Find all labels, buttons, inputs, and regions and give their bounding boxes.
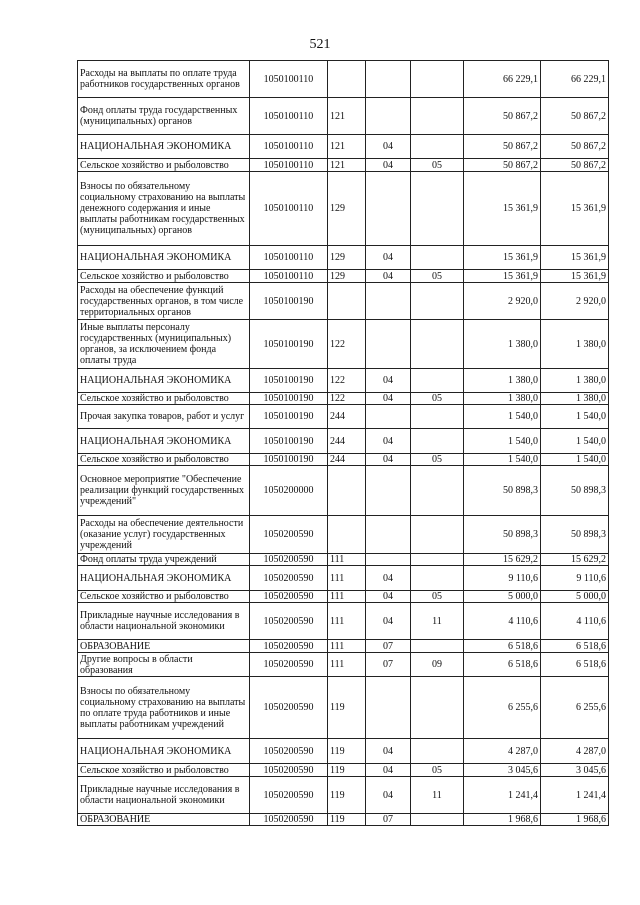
row-expense-type: 111	[328, 591, 366, 603]
row-amount-1: 5 000,0	[464, 591, 541, 603]
row-name: Расходы на обеспечение функций государственных органов, в том числе территориальных органов	[78, 283, 250, 320]
row-expense-type: 244	[328, 429, 366, 454]
row-section	[366, 283, 411, 320]
row-amount-2: 50 867,2	[541, 135, 609, 159]
row-amount-1: 50 867,2	[464, 98, 541, 135]
table-row	[78, 135, 609, 159]
row-subsection	[411, 98, 464, 135]
row-expense-type: 111	[328, 554, 366, 566]
row-code: 1050100110	[250, 135, 328, 159]
table-row	[78, 172, 609, 246]
row-expense-type: 119	[328, 764, 366, 777]
row-amount-1: 15 361,9	[464, 270, 541, 283]
table-row	[78, 814, 609, 826]
row-section: 04	[366, 393, 411, 405]
row-name: НАЦИОНАЛЬНАЯ ЭКОНОМИКА	[78, 566, 250, 591]
row-section	[366, 516, 411, 554]
row-subsection: 11	[411, 603, 464, 640]
row-section	[366, 677, 411, 739]
row-amount-1: 1 380,0	[464, 369, 541, 393]
row-code: 1050200590	[250, 677, 328, 739]
row-name: Взносы по обязательному социальному страхованию на выплаты денежного содержания и иные выплаты работникам государственных (муниципальных) органов	[78, 172, 250, 246]
page-number: 521	[309, 37, 331, 52]
row-section: 04	[366, 777, 411, 814]
row-amount-1: 50 867,2	[464, 159, 541, 172]
row-amount-1: 15 361,9	[464, 172, 541, 246]
row-amount-1: 1 540,0	[464, 454, 541, 466]
row-expense-type: 244	[328, 405, 366, 429]
row-section	[366, 405, 411, 429]
row-subsection	[411, 369, 464, 393]
row-expense-type: 119	[328, 677, 366, 739]
row-name: НАЦИОНАЛЬНАЯ ЭКОНОМИКА	[78, 246, 250, 270]
row-amount-1: 50 867,2	[464, 135, 541, 159]
row-amount-2: 66 229,1	[541, 61, 609, 98]
row-amount-2: 1 241,4	[541, 777, 609, 814]
table-row	[78, 739, 609, 764]
row-section	[366, 320, 411, 369]
row-amount-2: 6 255,6	[541, 677, 609, 739]
table-row	[78, 677, 609, 739]
row-subsection: 05	[411, 454, 464, 466]
row-expense-type: 129	[328, 270, 366, 283]
row-name: Прочая закупка товаров, работ и услуг	[78, 405, 250, 429]
table-row	[78, 777, 609, 814]
row-amount-2: 1 380,0	[541, 320, 609, 369]
row-code: 1050100110	[250, 172, 328, 246]
table-row	[78, 466, 609, 516]
row-expense-type: 129	[328, 172, 366, 246]
row-section	[366, 554, 411, 566]
row-expense-type: 244	[328, 454, 366, 466]
row-amount-1: 6 255,6	[464, 677, 541, 739]
row-name: НАЦИОНАЛЬНАЯ ЭКОНОМИКА	[78, 135, 250, 159]
table-row	[78, 566, 609, 591]
row-expense-type: 111	[328, 566, 366, 591]
table-row	[78, 764, 609, 777]
row-amount-2: 2 920,0	[541, 283, 609, 320]
row-amount-1: 3 045,6	[464, 764, 541, 777]
row-expense-type	[328, 516, 366, 554]
table-row	[78, 640, 609, 653]
row-name: ОБРАЗОВАНИЕ	[78, 814, 250, 826]
row-amount-1: 1 380,0	[464, 320, 541, 369]
row-code: 1050100190	[250, 320, 328, 369]
row-amount-2: 9 110,6	[541, 566, 609, 591]
table-row	[78, 429, 609, 454]
row-code: 1050100110	[250, 246, 328, 270]
row-expense-type: 121	[328, 135, 366, 159]
row-name: Сельское хозяйство и рыболовство	[78, 591, 250, 603]
row-amount-1: 2 920,0	[464, 283, 541, 320]
row-name: Сельское хозяйство и рыболовство	[78, 454, 250, 466]
row-expense-type: 111	[328, 653, 366, 677]
row-amount-1: 6 518,6	[464, 653, 541, 677]
row-amount-2: 15 629,2	[541, 554, 609, 566]
row-section: 04	[366, 454, 411, 466]
row-amount-2: 1 540,0	[541, 429, 609, 454]
row-subsection	[411, 677, 464, 739]
row-subsection	[411, 739, 464, 764]
row-name: Сельское хозяйство и рыболовство	[78, 764, 250, 777]
row-subsection: 11	[411, 777, 464, 814]
row-amount-1: 66 229,1	[464, 61, 541, 98]
row-expense-type: 119	[328, 814, 366, 826]
row-code: 1050200590	[250, 777, 328, 814]
row-section: 04	[366, 764, 411, 777]
row-code: 1050100190	[250, 454, 328, 466]
row-subsection: 09	[411, 653, 464, 677]
row-subsection: 05	[411, 270, 464, 283]
row-name: Сельское хозяйство и рыболовство	[78, 159, 250, 172]
row-name: Расходы на обеспечение деятельности (оказание услуг) государственных учреждений	[78, 516, 250, 554]
row-subsection	[411, 172, 464, 246]
row-subsection	[411, 61, 464, 98]
row-section: 04	[366, 246, 411, 270]
row-name: ОБРАЗОВАНИЕ	[78, 640, 250, 653]
row-section	[366, 466, 411, 516]
table-row	[78, 159, 609, 172]
row-name: Фонд оплаты труда учреждений	[78, 554, 250, 566]
row-section	[366, 61, 411, 98]
table-row	[78, 653, 609, 677]
row-amount-2: 6 518,6	[541, 640, 609, 653]
row-code: 1050200590	[250, 516, 328, 554]
row-subsection	[411, 246, 464, 270]
row-name: Другие вопросы в области образования	[78, 653, 250, 677]
row-name: Взносы по обязательному социальному страхованию на выплаты по оплате труда работников и иные выплаты работникам учреждений	[78, 677, 250, 739]
row-subsection	[411, 466, 464, 516]
table-row	[78, 270, 609, 283]
row-section	[366, 172, 411, 246]
row-subsection	[411, 566, 464, 591]
row-amount-2: 1 540,0	[541, 405, 609, 429]
row-section: 04	[366, 369, 411, 393]
row-code: 1050100190	[250, 369, 328, 393]
row-amount-2: 1 380,0	[541, 369, 609, 393]
row-section: 07	[366, 653, 411, 677]
row-subsection	[411, 516, 464, 554]
row-amount-2: 50 867,2	[541, 159, 609, 172]
row-subsection: 05	[411, 591, 464, 603]
row-code: 1050100110	[250, 61, 328, 98]
row-amount-1: 1 968,6	[464, 814, 541, 826]
row-name: НАЦИОНАЛЬНАЯ ЭКОНОМИКА	[78, 429, 250, 454]
row-expense-type: 119	[328, 777, 366, 814]
row-amount-2: 15 361,9	[541, 270, 609, 283]
row-name: Иные выплаты персоналу государственных (муниципальных) органов, за исключением фонда оплаты труда	[78, 320, 250, 369]
row-subsection	[411, 429, 464, 454]
row-expense-type: 119	[328, 739, 366, 764]
row-code: 1050200590	[250, 603, 328, 640]
row-amount-2: 1 968,6	[541, 814, 609, 826]
table-row	[78, 246, 609, 270]
row-subsection	[411, 320, 464, 369]
row-expense-type: 121	[328, 159, 366, 172]
row-subsection	[411, 640, 464, 653]
row-name: Сельское хозяйство и рыболовство	[78, 393, 250, 405]
row-code: 1050200590	[250, 554, 328, 566]
row-code: 1050100190	[250, 405, 328, 429]
row-section: 04	[366, 159, 411, 172]
row-code: 1050200000	[250, 466, 328, 516]
table-row	[78, 591, 609, 603]
row-section: 04	[366, 603, 411, 640]
row-name: Расходы на выплаты по оплате труда работников государственных органов	[78, 61, 250, 98]
row-expense-type: 121	[328, 98, 366, 135]
row-amount-2: 15 361,9	[541, 246, 609, 270]
row-amount-2: 1 540,0	[541, 454, 609, 466]
row-subsection: 05	[411, 159, 464, 172]
row-name: Фонд оплаты труда государственных (муниципальных) органов	[78, 98, 250, 135]
row-subsection	[411, 135, 464, 159]
row-code: 1050200590	[250, 566, 328, 591]
row-code: 1050100110	[250, 159, 328, 172]
table-row	[78, 320, 609, 369]
row-name: Прикладные научные исследования в области национальной экономики	[78, 777, 250, 814]
row-amount-1: 6 518,6	[464, 640, 541, 653]
row-amount-2: 5 000,0	[541, 591, 609, 603]
row-expense-type: 122	[328, 393, 366, 405]
row-section: 04	[366, 135, 411, 159]
row-name: Основное мероприятие "Обеспечение реализации функций государственных учреждений"	[78, 466, 250, 516]
row-code: 1050200590	[250, 653, 328, 677]
row-code: 1050100190	[250, 429, 328, 454]
row-code: 1050200590	[250, 764, 328, 777]
row-code: 1050100190	[250, 393, 328, 405]
row-section: 04	[366, 739, 411, 764]
row-amount-1: 15 361,9	[464, 246, 541, 270]
row-expense-type: 111	[328, 603, 366, 640]
row-name: Сельское хозяйство и рыболовство	[78, 270, 250, 283]
row-amount-2: 50 867,2	[541, 98, 609, 135]
row-amount-1: 1 540,0	[464, 429, 541, 454]
row-amount-1: 1 540,0	[464, 405, 541, 429]
row-code: 1050200590	[250, 640, 328, 653]
row-amount-2: 50 898,3	[541, 516, 609, 554]
row-expense-type	[328, 466, 366, 516]
row-amount-1: 4 110,6	[464, 603, 541, 640]
row-subsection: 05	[411, 393, 464, 405]
row-code: 1050200590	[250, 814, 328, 826]
table-row	[78, 516, 609, 554]
row-section: 07	[366, 640, 411, 653]
row-code: 1050200590	[250, 739, 328, 764]
row-amount-2: 50 898,3	[541, 466, 609, 516]
row-amount-2: 4 110,6	[541, 603, 609, 640]
row-section: 04	[366, 566, 411, 591]
row-section: 04	[366, 429, 411, 454]
row-amount-2: 15 361,9	[541, 172, 609, 246]
row-section: 04	[366, 591, 411, 603]
row-subsection	[411, 814, 464, 826]
row-code: 1050100110	[250, 270, 328, 283]
table-row	[78, 454, 609, 466]
row-amount-1: 1 241,4	[464, 777, 541, 814]
row-expense-type	[328, 283, 366, 320]
row-name: НАЦИОНАЛЬНАЯ ЭКОНОМИКА	[78, 369, 250, 393]
row-section	[366, 98, 411, 135]
row-code: 1050200590	[250, 591, 328, 603]
row-name: НАЦИОНАЛЬНАЯ ЭКОНОМИКА	[78, 739, 250, 764]
row-code: 1050100110	[250, 98, 328, 135]
table-row	[78, 98, 609, 135]
row-subsection	[411, 405, 464, 429]
table-row	[78, 405, 609, 429]
table-row	[78, 61, 609, 98]
budget-table-body	[78, 61, 609, 826]
budget-table	[77, 60, 609, 826]
row-expense-type: 122	[328, 369, 366, 393]
table-row	[78, 369, 609, 393]
row-expense-type: 129	[328, 246, 366, 270]
row-section: 07	[366, 814, 411, 826]
table-row	[78, 393, 609, 405]
row-amount-1: 50 898,3	[464, 516, 541, 554]
row-amount-1: 1 380,0	[464, 393, 541, 405]
row-amount-1: 9 110,6	[464, 566, 541, 591]
row-amount-1: 15 629,2	[464, 554, 541, 566]
row-amount-1: 4 287,0	[464, 739, 541, 764]
table-row	[78, 603, 609, 640]
row-subsection	[411, 283, 464, 320]
row-expense-type: 111	[328, 640, 366, 653]
row-subsection: 05	[411, 764, 464, 777]
table-row	[78, 554, 609, 566]
row-amount-2: 3 045,6	[541, 764, 609, 777]
row-amount-2: 4 287,0	[541, 739, 609, 764]
row-section: 04	[366, 270, 411, 283]
row-name: Прикладные научные исследования в области национальной экономики	[78, 603, 250, 640]
row-amount-2: 1 380,0	[541, 393, 609, 405]
table-row	[78, 283, 609, 320]
row-amount-2: 6 518,6	[541, 653, 609, 677]
row-subsection	[411, 554, 464, 566]
row-code: 1050100190	[250, 283, 328, 320]
row-expense-type	[328, 61, 366, 98]
row-amount-1: 50 898,3	[464, 466, 541, 516]
row-expense-type: 122	[328, 320, 366, 369]
